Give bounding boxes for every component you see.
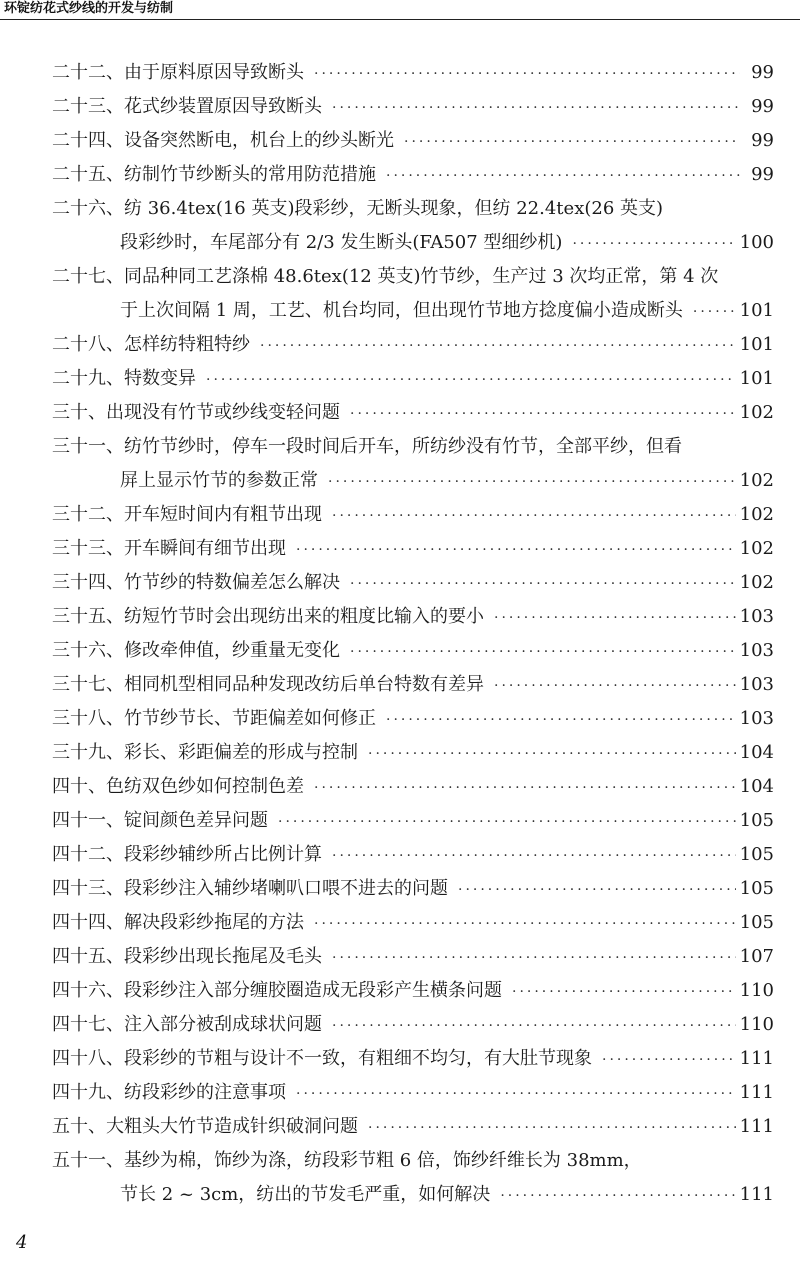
toc-entry-line (52, 1042, 774, 1076)
dot-leader (458, 873, 736, 906)
toc-entry[interactable] (52, 56, 774, 90)
toc-page-number: 102 (739, 572, 774, 593)
toc-entry-title: 四十八、段彩纱的节粗与设计不一致，有粗细不均匀，有大肚节现象 (52, 1048, 592, 1069)
toc-entry-title: 二十六、纺 36.4tex(16 英支)段彩纱，无断头现象，但纺 22.4tex(26 英支) (52, 198, 664, 219)
toc-entry-title: 于上次间隔 1 周，工艺、机台均同，但出现竹节地方捻度偏小造成断头 (120, 300, 683, 321)
toc-entry[interactable] (52, 600, 774, 634)
header-rule (0, 19, 800, 20)
toc-entry-line (52, 260, 774, 294)
toc-page-number: 105 (739, 810, 774, 831)
toc-entry[interactable] (52, 634, 774, 668)
dot-leader (602, 1043, 736, 1076)
dot-leader (368, 737, 736, 770)
toc-entry-line (52, 872, 774, 906)
toc-entry-line (52, 1076, 774, 1110)
toc-entry-title: 二十七、同品种同工艺涤棉 48.6tex(12 英支)竹节纱，生产过 3 次均正常，第 4 次 (52, 266, 719, 287)
dot-leader (500, 1179, 735, 1212)
toc-entry-title: 三十九、彩长、彩距偏差的形成与控制 (52, 742, 358, 763)
toc-entry-line (52, 56, 774, 90)
toc-page-number: 103 (739, 708, 774, 729)
dot-leader (314, 907, 736, 940)
toc-page-number: 110 (739, 1014, 774, 1035)
toc-page-number: 111 (739, 1048, 774, 1069)
toc-entry-line (52, 770, 774, 804)
toc-entry[interactable] (52, 498, 774, 532)
toc-entry[interactable] (52, 124, 774, 158)
toc-entry-line (52, 396, 774, 430)
toc-entry-title: 四十六、段彩纱注入部分缠胶圈造成无段彩产生横条问题 (52, 980, 502, 1001)
toc-entry-line (52, 1008, 774, 1042)
toc-page-number: 104 (739, 742, 774, 763)
dot-leader (350, 397, 736, 430)
toc-page-number: 100 (739, 232, 774, 253)
toc-entry-continuation (52, 226, 774, 260)
dot-leader (350, 635, 736, 668)
toc-entry-title: 四十五、段彩纱出现长拖尾及毛头 (52, 946, 322, 967)
toc-page-number: 105 (739, 844, 774, 865)
toc-page-number: 107 (739, 946, 774, 967)
toc-entry[interactable] (52, 1076, 774, 1110)
toc-entry-title: 三十四、竹节纱的特数偏差怎么解决 (52, 572, 340, 593)
toc-entry-line (52, 124, 774, 158)
dot-leader (494, 669, 736, 702)
toc-entry-line (52, 804, 774, 838)
dot-leader (693, 295, 736, 328)
dot-leader (328, 465, 736, 498)
dot-leader (350, 567, 736, 600)
toc-entry-title: 四十九、纺段彩纱的注意事项 (52, 1082, 286, 1103)
dot-leader (332, 91, 740, 124)
toc-entry-title: 二十五、纺制竹节纱断头的常用防范措施 (52, 164, 376, 185)
toc-entry[interactable] (52, 396, 774, 430)
toc-entry[interactable] (52, 1110, 774, 1144)
toc-entry-continuation (52, 464, 774, 498)
toc-entry-line (52, 192, 774, 226)
toc-entry-line (52, 362, 774, 396)
dot-leader (296, 1077, 736, 1110)
toc-entry-line (52, 906, 774, 940)
toc-entry-title: 节长 2 ~ 3cm，纺出的节发毛严重，如何解决 (120, 1184, 491, 1205)
toc-page-number: 103 (739, 640, 774, 661)
dot-leader (332, 839, 736, 872)
toc-entry-title: 四十四、解决段彩纱拖尾的方法 (52, 912, 304, 933)
dot-leader (260, 329, 736, 362)
toc-entry[interactable] (52, 838, 774, 872)
toc-entry-line (52, 566, 774, 600)
toc-entry-title: 三十八、竹节纱节长、节距偏差如何修正 (52, 708, 376, 729)
toc-entry-line (52, 1110, 774, 1144)
toc-entry-line (52, 532, 774, 566)
toc-entry-line (52, 328, 774, 362)
toc-entry-line (52, 736, 774, 770)
toc-page-number: 99 (751, 164, 774, 185)
dot-leader (332, 941, 736, 974)
toc-entry-title: 三十、出现没有竹节或纱线变轻问题 (52, 402, 340, 423)
dot-leader (314, 57, 740, 90)
toc-page-number: 105 (739, 878, 774, 899)
toc-page-number: 103 (739, 606, 774, 627)
toc-entry[interactable] (52, 1144, 774, 1212)
toc-entry-title: 二十九、特数变异 (52, 368, 196, 389)
toc-entry[interactable] (52, 872, 774, 906)
dot-leader (386, 703, 736, 736)
toc-entry-title: 五十一、基纱为棉，饰纱为涤，纺段彩节粗 6 倍，饰纱纤维长为 38mm， (52, 1150, 642, 1171)
toc-entry-line (52, 668, 774, 702)
dot-leader (206, 363, 736, 396)
toc-entry-line (52, 974, 774, 1008)
dot-leader (332, 499, 736, 532)
toc-entry-title: 四十七、注入部分被刮成球状问题 (52, 1014, 322, 1035)
toc-page-number: 99 (751, 96, 774, 117)
toc-entry-line (52, 430, 774, 464)
toc-page-number: 102 (739, 402, 774, 423)
toc-entry-title: 五十、大粗头大竹节造成针织破洞问题 (52, 1116, 358, 1137)
toc-entry-title: 二十四、设备突然断电，机台上的纱头断光 (52, 130, 394, 151)
toc-page-number: 102 (739, 504, 774, 525)
toc-entry[interactable] (52, 702, 774, 736)
toc-entry[interactable] (52, 566, 774, 600)
toc-page-number: 102 (739, 470, 774, 491)
dot-leader (278, 805, 736, 838)
toc-page-number: 99 (751, 62, 774, 83)
toc-page-number: 101 (739, 368, 774, 389)
toc-entry-title: 屏上显示竹节的参数正常 (120, 470, 318, 491)
toc-page-number: 101 (739, 334, 774, 355)
toc-entry[interactable] (52, 940, 774, 974)
page-number: 4 (16, 1232, 28, 1253)
toc-entry-title: 三十六、修改牵伸值，纱重量无变化 (52, 640, 340, 661)
toc-entry[interactable] (52, 736, 774, 770)
dot-leader (404, 125, 740, 158)
toc-page-number: 111 (739, 1184, 774, 1205)
toc-entry-title: 二十二、由于原料原因导致断头 (52, 62, 304, 83)
toc-entry[interactable] (52, 770, 774, 804)
toc-page-number: 103 (739, 674, 774, 695)
table-of-contents (52, 56, 774, 1212)
toc-entry-title: 四十二、段彩纱辅纱所占比例计算 (52, 844, 322, 865)
toc-page-number: 105 (739, 912, 774, 933)
toc-entry[interactable] (52, 1042, 774, 1076)
dot-leader (296, 533, 736, 566)
dot-leader (314, 771, 736, 804)
toc-entry[interactable] (52, 974, 774, 1008)
running-head: 环锭纺花式纱线的开发与纺制 (4, 1, 174, 16)
toc-page-number: 101 (739, 300, 774, 321)
toc-page-number: 111 (739, 1116, 774, 1137)
toc-entry[interactable] (52, 158, 774, 192)
toc-entry-line (52, 600, 774, 634)
toc-page-number: 111 (739, 1082, 774, 1103)
toc-entry-title: 二十三、花式纱装置原因导致断头 (52, 96, 322, 117)
toc-entry[interactable] (52, 328, 774, 362)
toc-entry-line (52, 90, 774, 124)
toc-entry-title: 四十三、段彩纱注入辅纱堵喇叭口喂不进去的问题 (52, 878, 448, 899)
toc-entry[interactable] (52, 90, 774, 124)
toc-entry[interactable] (52, 804, 774, 838)
toc-page-number: 102 (739, 538, 774, 559)
toc-entry[interactable] (52, 668, 774, 702)
toc-entry[interactable] (52, 430, 774, 498)
toc-page-number: 104 (739, 776, 774, 797)
toc-entry-title: 三十五、纺短竹节时会出现纺出来的粗度比输入的要小 (52, 606, 484, 627)
toc-entry-line (52, 634, 774, 668)
dot-leader (368, 1111, 736, 1144)
toc-entry-continuation (52, 294, 774, 328)
toc-entry-line (52, 158, 774, 192)
toc-entry-line (52, 940, 774, 974)
toc-entry-line (52, 1144, 774, 1178)
dot-leader (494, 601, 736, 634)
toc-entry-title: 二十八、怎样纺特粗特纱 (52, 334, 250, 355)
dot-leader (332, 1009, 736, 1042)
toc-entry[interactable] (52, 532, 774, 566)
toc-entry[interactable] (52, 1008, 774, 1042)
dot-leader (572, 227, 735, 260)
toc-page-number: 110 (739, 980, 774, 1001)
toc-entry-line (52, 838, 774, 872)
toc-entry-title: 四十一、锭间颜色差异问题 (52, 810, 268, 831)
toc-entry[interactable] (52, 362, 774, 396)
toc-entry-continuation (52, 1178, 774, 1212)
toc-entry-line (52, 498, 774, 532)
toc-entry-title: 三十一、纺竹节纱时，停车一段时间后开车，所纺纱没有竹节，全部平纱，但看 (52, 436, 682, 457)
toc-entry[interactable] (52, 192, 774, 260)
toc-entry[interactable] (52, 906, 774, 940)
dot-leader (386, 159, 740, 192)
toc-entry-title: 三十七、相同机型相同品种发现改纺后单台特数有差异 (52, 674, 484, 695)
toc-entry-line (52, 702, 774, 736)
toc-entry-title: 四十、色纺双色纱如何控制色差 (52, 776, 304, 797)
toc-page-number: 99 (751, 130, 774, 151)
toc-entry-title: 三十三、开车瞬间有细节出现 (52, 538, 286, 559)
dot-leader (512, 975, 736, 1008)
toc-entry[interactable] (52, 260, 774, 328)
toc-entry-title: 三十二、开车短时间内有粗节出现 (52, 504, 322, 525)
toc-entry-title: 段彩纱时，车尾部分有 2/3 发生断头(FA507 型细纱机) (120, 232, 563, 253)
